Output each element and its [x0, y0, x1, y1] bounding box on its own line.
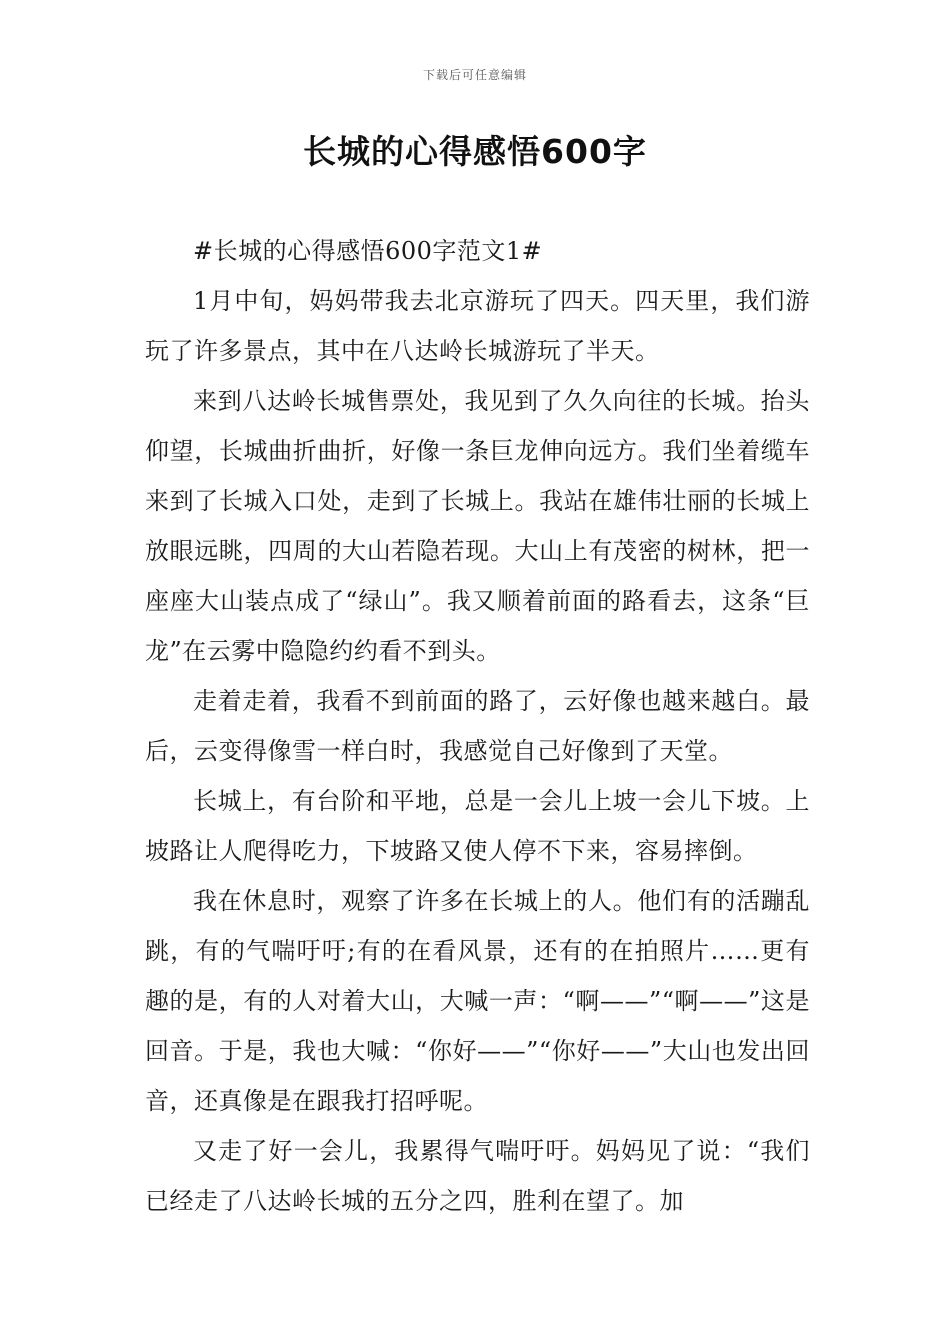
header-note: 下载后可任意编辑: [422, 68, 527, 82]
paragraph: 1月中旬，妈妈带我去北京游玩了四天。四天里，我们游玩了许多景点，其中在八达岭长城游玩了半天。: [145, 287, 810, 365]
paragraph: 又走了好一会儿，我累得气喘吁吁。妈妈见了说：“我们已经走了八达岭长城的五分之四，胜利在望了。加: [145, 1137, 810, 1215]
paragraph-heading: #长城的心得感悟600字范文1#: [193, 237, 543, 265]
document-body: [145, 226, 810, 1226]
paragraph: 来到八达岭长城售票处，我见到了久久向往的长城。抬头仰望，长城曲折曲折，好像一条巨龙伸向远方。我们坐着缆车来到了长城入口处，走到了长城上。我站在雄伟壮丽的长城上放眼远眺，四周的大山若隐若现。大山上有茂密的树林，把一座座大山装点成了“绿山”。我又顺着前面的路看去，这条“巨龙”在云雾中隐隐约约看不到头。: [145, 387, 810, 665]
document-title: 长城的心得感悟600字: [303, 132, 647, 171]
paragraph: 长城上，有台阶和平地，总是一会儿上坡一会儿下坡。上坡路让人爬得吃力，下坡路又使人停不下来，容易摔倒。: [145, 787, 810, 865]
paragraph: 走着走着，我看不到前面的路了，云好像也越来越白。最后，云变得像雪一样白时，我感觉自己好像到了天堂。: [145, 687, 810, 765]
paragraph: 我在休息时，观察了许多在长城上的人。他们有的活蹦乱跳，有的气喘吁吁;有的在看风景，还有的在拍照片……更有趣的是，有的人对着大山，大喊一声：“啊——”“啊——”这是回音。于是，我也大喊：“你好——”“你好——”大山也发出回音，还真像是在跟我打招呼呢。: [145, 887, 810, 1115]
